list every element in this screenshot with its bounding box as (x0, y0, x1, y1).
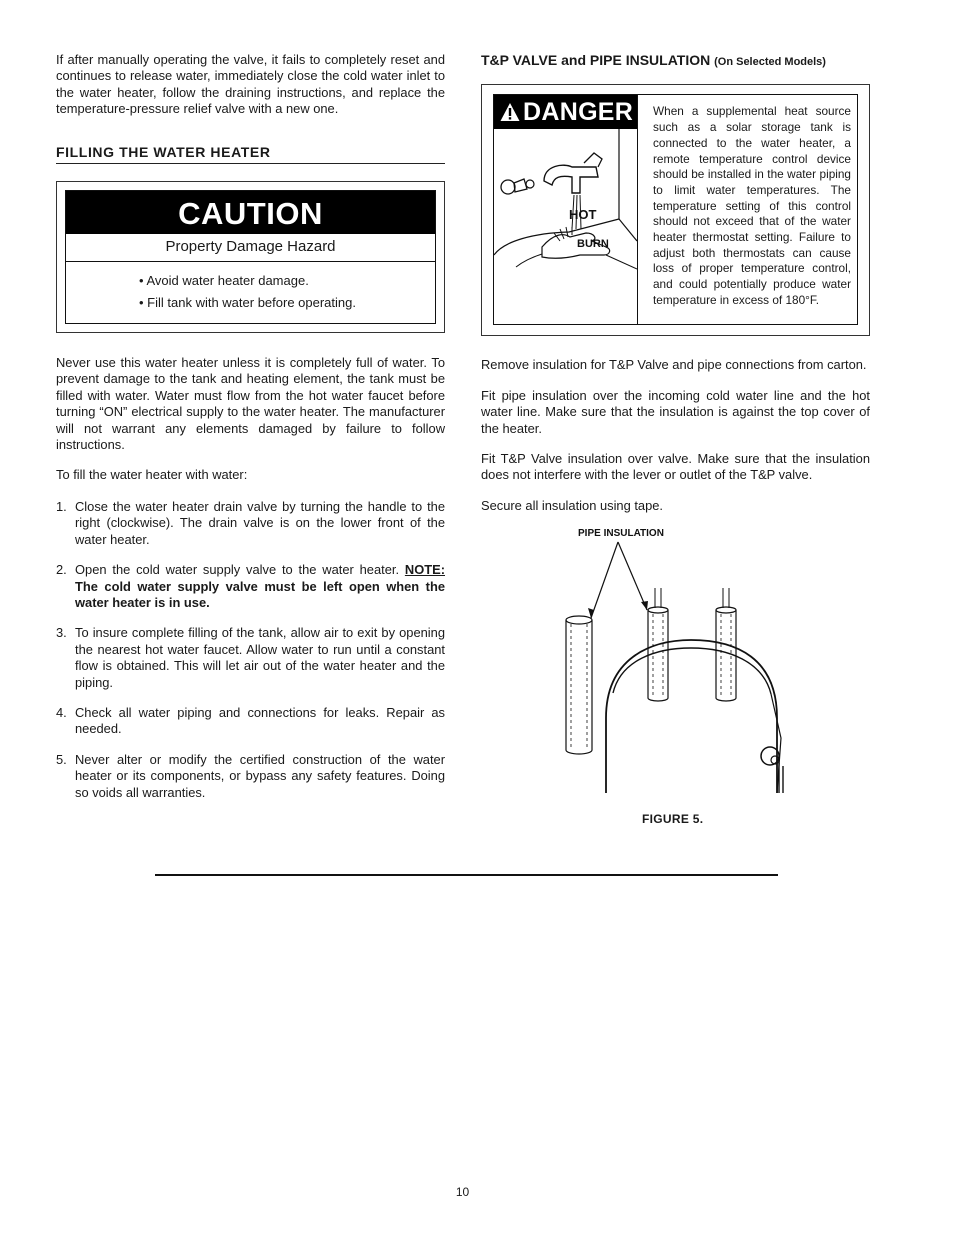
insulation-paragraph: Fit pipe insulation over the incoming cold water line and the hot water line. Make sure that the insulation is against the top cover of the heater. (481, 387, 870, 436)
burn-label: BURN (577, 238, 609, 251)
fill-intro: To fill the water heater with water: (56, 467, 248, 483)
caution-item: • Fill tank with water before operating. (139, 295, 356, 311)
pipe-insulation-label: PIPE INSULATION (578, 528, 664, 540)
title-qualifier: (On Selected Models) (714, 56, 826, 68)
figure-5 (481, 528, 870, 828)
warning-triangle-icon (500, 102, 520, 122)
danger-box (481, 84, 870, 336)
danger-pictogram-panel (494, 95, 638, 324)
danger-message: When a supplemental heat source such as a solar storage tank is connected to the water heater, a remote temperature control device should be installed in the water piping to limit water temperatures. The temperature setting of this control should not exceed that of the water heater thermostat setting. Failure to adjust both thermostats can cause loss of proper temperature control, and could potentially produce water temperature in excess of 180°F. (653, 104, 851, 307)
caution-label (65, 190, 436, 324)
danger-heading: DANGER (494, 95, 637, 129)
filling-body-paragraph: Never use this water heater unless it is completely full of water. To prevent damage to the tank and heating element, the tank must be filled with water. Water must flow from the hot water faucet before turning “ON” electrical supply to the water heater. The manufacturer will not warrant any elements damaged by failure to follow instructions. (56, 355, 445, 453)
figure-caption: FIGURE 5. (642, 812, 704, 827)
fill-steps-list (56, 499, 445, 801)
left-column (56, 52, 445, 815)
list-item: 5. Never alter or modify the certified construction of the water heater or its components, or bypass any safety features. Doing so voids all warranties. (56, 751, 445, 800)
caution-box (56, 181, 445, 333)
insulation-paragraph: Remove insulation for T&P Valve and pipe connections from carton. (481, 357, 867, 373)
caution-heading: CAUTION (66, 191, 435, 234)
list-item: 3. To insure complete filling of the tank, allow air to exit by opening the nearest hot water faucet. Allow water to run until a constant flow is obtained. This will let air out of the water heater and the piping. (56, 625, 445, 690)
hot-label: HOT (569, 207, 597, 223)
footer-divider (155, 874, 778, 876)
right-column (481, 52, 870, 828)
note-text: The cold water supply valve must be left open when the water heater is in use. (75, 578, 445, 610)
section-heading-filling: FILLING THE WATER HEATER (56, 144, 445, 164)
section-heading-tp-valve: T&P VALVE and PIPE INSULATION (On Selected Models) (481, 52, 826, 68)
list-item: 4. Check all water piping and connections for leaks. Repair as needed. (56, 704, 445, 737)
scald-hazard-icon (494, 129, 637, 319)
caution-subheading: Property Damage Hazard (66, 234, 435, 262)
intro-paragraph: If after manually operating the valve, it fails to completely reset and continues to release water, immediately close the cold water inlet to the water heater, follow the draining instructions, and replace the temperature-pressure relief valve with a new one. (56, 52, 445, 117)
page-number: 10 (455, 1185, 470, 1199)
list-item: 2. Open the cold water supply valve to the water heater. NOTE: The cold water supply valve must be left open when the water heater is in use. (56, 562, 445, 610)
caution-item: • Avoid water heater damage. (139, 273, 309, 289)
pipe-insulation-diagram (481, 528, 870, 798)
caution-list (66, 262, 435, 314)
note-label: NOTE: (404, 562, 445, 578)
insulation-paragraph: Fit T&P Valve insulation over valve. Make sure that the insulation does not interfere with the lever or outlet of the T&P valve. (481, 451, 870, 483)
insulation-paragraph: Secure all insulation using tape. (481, 497, 664, 513)
list-item: 1. Close the water heater drain valve by turning the handle to the right (clockwise). The drain valve is on the lower front of the water heater. (56, 498, 445, 547)
danger-label (493, 94, 858, 325)
